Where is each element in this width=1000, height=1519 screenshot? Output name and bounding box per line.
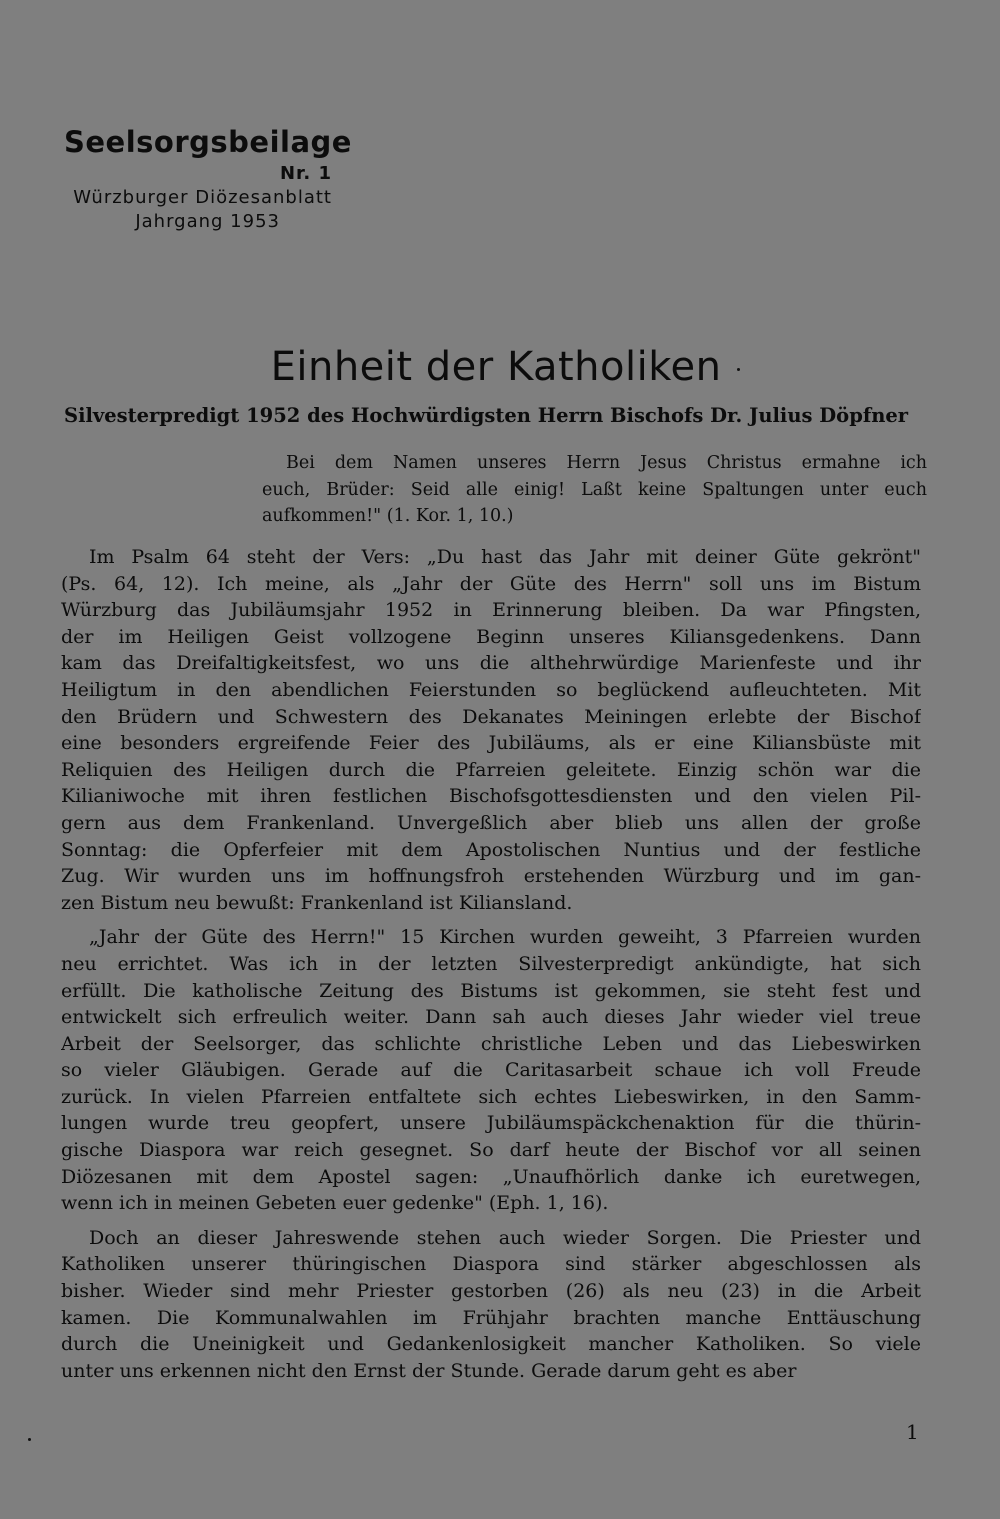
paragraph-line: erfüllt. Die katholische Zeitung des Bistums ist gekommen, sie steht fest und: [61, 979, 921, 1002]
paragraph-line: den Brüdern und Schwestern des Dekanates Meiningen erlebte der Bischof: [61, 705, 921, 728]
paragraph-line: Reliquien des Heiligen durch die Pfarreien geleitete. Einzig schön war die: [61, 758, 921, 781]
paragraph-line: Kilianiwoche mit ihren festlichen Bischofsgottesdiensten und den vielen Pil-: [61, 785, 921, 808]
paragraph: [61, 924, 921, 1217]
epigraph-line: aufkommen!" (1. Kor. 1, 10.): [262, 506, 514, 527]
paragraph-line: Heiligtum in den abendlichen Feierstunden so beglückend aufleuchteten. Mit: [61, 678, 921, 701]
paragraph-line: lungen wurde treu geopfert, unsere Jubiläumspäckchenaktion für die thürin-: [61, 1112, 921, 1135]
paragraph-line: so vieler Gläubigen. Gerade auf die Caritasarbeit schaue ich voll Freude: [61, 1059, 921, 1082]
paragraph-line: Im Psalm 64 steht der Vers: „Du hast das Jahr mit deiner Güte gekrönt": [89, 546, 921, 568]
epigraph-line: euch, Brüder: Seid alle einig! Laßt keine Spaltungen unter euch: [262, 479, 927, 500]
paragraph-line: kamen. Die Kommunalwahlen im Frühjahr brachten manche Enttäuschung: [61, 1306, 921, 1329]
paragraph-line: zurück. In vielen Pfarreien entfaltete sich echtes Liebeswirken, in den Samm-: [61, 1085, 921, 1108]
paragraph-line: kam das Dreifaltigkeitsfest, wo uns die althehrwürdige Marienfeste und ihr: [61, 652, 921, 675]
epigraph: [262, 450, 927, 530]
paragraph-line: durch die Uneinigkeit und Gedankenlosigkeit mancher Katholiken. So viele: [61, 1333, 921, 1356]
publication-year: Jahrgang 1953: [135, 211, 280, 232]
epigraph-line: Bei dem Namen unseres Herrn Jesus Christus ermahne ich: [286, 453, 927, 473]
paragraph-line: „Jahr der Güte des Herrn!" 15 Kirchen wurden geweiht, 3 Pfarreien wurden: [89, 926, 921, 949]
article-subtitle: Silvesterpredigt 1952 des Hochwürdigsten Herrn Bischofs Dr. Julius Döpfner: [64, 404, 909, 427]
paragraph-line: Diözesanen mit dem Apostel sagen: „Unaufhörlich danke ich euretwegen,: [61, 1165, 921, 1188]
paragraph-line: unter uns erkennen nicht den Ernst der Stunde. Gerade darum geht es aber: [61, 1359, 797, 1382]
article-body: [61, 544, 921, 1392]
paragraph-line: Zug. Wir wurden uns im hoffnungsfroh erstehenden Würzburg und im gan-: [61, 865, 921, 888]
paragraph-line: zen Bistum neu bewußt: Frankenland ist Kiliansland.: [61, 891, 573, 914]
paragraph-line: gern aus dem Frankenland. Unvergeßlich aber blieb uns allen der große: [61, 811, 921, 834]
paragraph-line: eine besonders ergreifende Feier des Jubiläums, als er eine Kiliansbüste mit: [61, 732, 921, 755]
paragraph: [61, 544, 921, 916]
page-number: 1: [906, 1420, 919, 1444]
paragraph-line: entwickelt sich erfreulich weiter. Dann sah auch dieses Jahr wieder viel treue: [61, 1006, 921, 1029]
issue-number: Nr. 1: [279, 163, 332, 184]
article-title: Einheit der Katholiken: [270, 344, 722, 390]
paragraph-line: (Ps. 64, 12). Ich meine, als „Jahr der Güte des Herrn" soll uns im Bistum: [61, 572, 921, 595]
paragraph-line: Katholiken unserer thüringischen Diaspora sind stärker abgeschlossen als: [61, 1253, 921, 1276]
paragraph-line: der im Heiligen Geist vollzogene Beginn unseres Kiliansgedenkens. Dann: [61, 625, 921, 648]
paragraph-line: bisher. Wieder sind mehr Priester gestorben (26) als neu (23) in die Arbeit: [61, 1280, 921, 1303]
paragraph-line: Arbeit der Seelsorger, das schlichte christliche Leben und das Liebeswirken: [61, 1032, 921, 1055]
publication-name: Würzburger Diözesanblatt: [73, 187, 332, 208]
print-speck: [737, 368, 740, 371]
paragraph-line: Doch an dieser Jahreswende stehen auch wieder Sorgen. Die Priester und: [89, 1226, 921, 1249]
paragraph: [61, 1225, 921, 1385]
paragraph-line: gische Diaspora war reich gesegnet. So darf heute der Bischof vor all seinen: [61, 1139, 921, 1162]
paragraph-line: neu errichtet. Was ich in der letzten Silvesterpredigt ankündigte, hat sich: [61, 952, 921, 975]
masthead-title: Seelsorgsbeilage: [64, 125, 352, 159]
paragraph-line: Sonntag: die Opferfeier mit dem Apostolischen Nuntius und der festliche: [61, 838, 921, 861]
print-speck: [28, 1438, 31, 1441]
paragraph-line: wenn ich in meinen Gebeten euer gedenke" (Eph. 1, 16).: [61, 1192, 609, 1215]
paragraph-line: Würzburg das Jubiläumsjahr 1952 in Erinnerung bleiben. Da war Pfingsten,: [61, 599, 921, 622]
masthead: [60, 122, 350, 234]
